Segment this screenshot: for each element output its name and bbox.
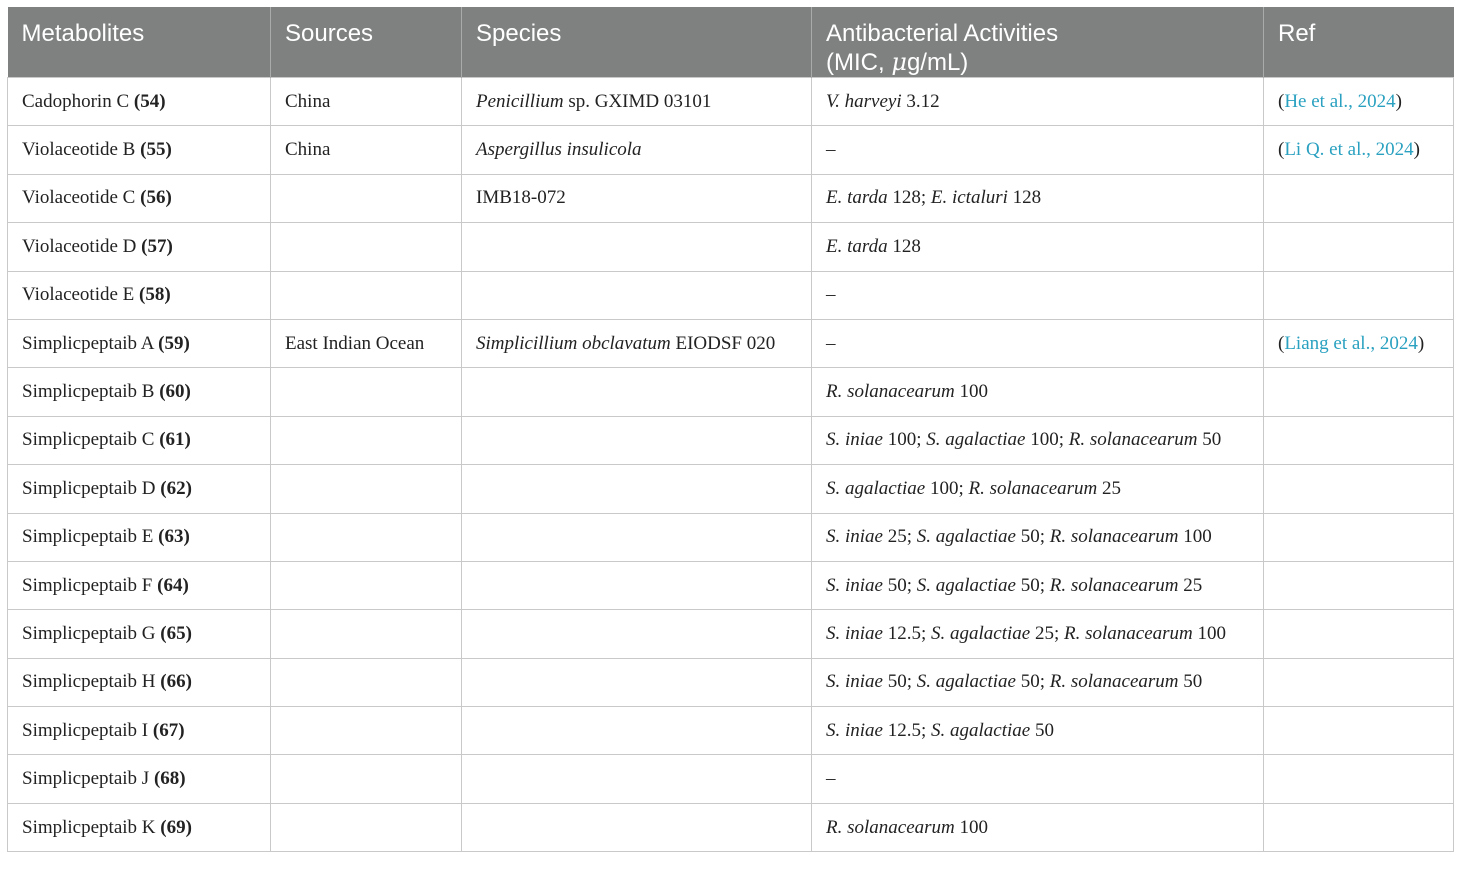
metabolite-cell	[8, 271, 271, 319]
mic-entry	[958, 478, 1121, 499]
source-cell	[271, 78, 462, 126]
activity-dash: –	[826, 284, 836, 306]
table-row	[8, 707, 1454, 755]
ref-cell: (He et al., 2024)	[1264, 78, 1454, 126]
species-cell	[462, 610, 812, 658]
species-cell	[462, 223, 812, 271]
source-cell	[271, 658, 462, 706]
mic-entry	[907, 526, 1040, 547]
species-strain: EIODSF 020	[670, 332, 776, 354]
organism-name: R. solanacearum	[826, 381, 955, 403]
mic-entry	[826, 236, 921, 257]
table-row	[8, 561, 1454, 609]
metabolite-cell	[8, 465, 271, 513]
header-metabolites: Metabolites	[8, 7, 271, 78]
ref-cell	[1264, 707, 1454, 755]
mic-value: 12.5	[887, 622, 921, 644]
metabolite-name: Simplicpeptaib A	[22, 332, 154, 354]
table-body	[8, 78, 1454, 852]
mic-value: 128	[1012, 187, 1042, 209]
metabolite-name: Simplicpeptaib I	[22, 719, 149, 741]
activity-cell	[812, 319, 1264, 367]
mic-value: 50	[1020, 574, 1040, 596]
ref-cell	[1264, 610, 1454, 658]
mic-value: 25	[887, 526, 907, 548]
mic-value: 50	[887, 671, 907, 693]
species-genus: Simplicillium obclavatum	[476, 332, 671, 354]
source-cell	[271, 803, 462, 851]
metabolite-cell	[8, 223, 271, 271]
organism-name: E. tarda	[826, 235, 888, 257]
species-cell	[462, 126, 812, 174]
mic-entry	[826, 817, 988, 838]
compound-number: (65)	[160, 622, 192, 644]
species-strain: sp. GXIMD 03101	[563, 90, 712, 112]
mic-value: 25	[1034, 622, 1054, 644]
metabolite-name: Simplicpeptaib F	[22, 574, 153, 596]
table-row	[8, 513, 1454, 561]
mic-value: 50	[1202, 429, 1222, 451]
header-mic-unit-suffix: g/mL)	[906, 49, 969, 76]
metabolite-name: Cadophorin C	[22, 90, 130, 112]
ref-cell	[1264, 658, 1454, 706]
metabolite-cell	[8, 174, 271, 222]
metabolite-name: Simplicpeptaib K	[22, 816, 156, 838]
species-cell	[462, 561, 812, 609]
table-row	[8, 465, 1454, 513]
organism-name: S. agalactiae	[931, 719, 1031, 741]
metabolite-cell	[8, 707, 271, 755]
table-row	[8, 174, 1454, 222]
species-cell	[462, 803, 812, 851]
species-cell	[462, 319, 812, 367]
metabolite-name: Simplicpeptaib B	[22, 381, 155, 403]
table-row	[8, 126, 1454, 174]
metabolite-name: Simplicpeptaib J	[22, 768, 150, 790]
mic-entry	[826, 91, 940, 112]
header-mic-unit	[826, 49, 968, 76]
species-genus: Aspergillus insulicola	[476, 139, 642, 161]
mic-entry	[907, 671, 1040, 692]
metabolite-name: Violaceotide B	[22, 139, 136, 161]
metabolite-cell	[8, 658, 271, 706]
table-row	[8, 610, 1454, 658]
organism-name: S. agalactiae	[826, 477, 926, 499]
compound-number: (60)	[159, 381, 191, 403]
metabolite-cell	[8, 513, 271, 561]
mic-entry	[1059, 429, 1222, 450]
organism-name: E. ictaluri	[930, 187, 1008, 209]
organism-name: S. agalactiae	[931, 622, 1031, 644]
ref-cell: (Li Q. et al., 2024)	[1264, 126, 1454, 174]
source-text: China	[285, 90, 331, 112]
source-cell	[271, 416, 462, 464]
metabolite-cell	[8, 416, 271, 464]
activity-cell	[812, 223, 1264, 271]
mic-entry	[826, 575, 907, 596]
header-mic-unit-mu: μ	[891, 48, 907, 76]
mic-value: 3.12	[906, 90, 940, 112]
source-cell	[271, 319, 462, 367]
metabolite-cell	[8, 126, 271, 174]
mic-entry	[907, 575, 1040, 596]
activity-dash: –	[826, 139, 836, 161]
header-mic-unit-prefix: (MIC,	[826, 49, 892, 76]
source-cell	[271, 271, 462, 319]
species-cell	[462, 78, 812, 126]
activity-cell	[812, 368, 1264, 416]
mic-entry	[1054, 623, 1226, 644]
source-cell	[271, 513, 462, 561]
reference-link[interactable]: Li Q. et al., 2024	[1284, 139, 1414, 161]
header-antibacterial-activities	[812, 7, 1264, 78]
metabolite-cell	[8, 803, 271, 851]
organism-name: S. agalactiae	[916, 671, 1016, 693]
metabolites-table	[7, 7, 1454, 852]
mic-entry	[916, 429, 1058, 450]
mic-entry	[826, 381, 988, 402]
ref-cell	[1264, 465, 1454, 513]
organism-name: R. solanacearum	[1068, 429, 1198, 451]
species-cell	[462, 271, 812, 319]
header-activities-label: Antibacterial Activities	[826, 20, 1059, 47]
species-cell	[462, 174, 812, 222]
mic-value: 100	[959, 381, 989, 403]
ref-cell	[1264, 561, 1454, 609]
compound-number: (54)	[133, 90, 166, 112]
ref-cell	[1264, 223, 1454, 271]
metabolite-cell	[8, 319, 271, 367]
organism-name: R. solanacearum	[968, 477, 1098, 499]
activity-dash: –	[826, 332, 836, 354]
table-row	[8, 416, 1454, 464]
compound-number: (63)	[158, 526, 190, 548]
organism-name: V. harveyi	[826, 90, 902, 112]
species-cell	[462, 368, 812, 416]
compound-number: (59)	[158, 332, 190, 354]
species-cell	[462, 755, 812, 803]
organism-name: R. solanacearum	[1064, 622, 1193, 644]
mic-entry	[826, 671, 907, 692]
source-cell	[271, 368, 462, 416]
source-text: China	[285, 139, 331, 161]
metabolite-name: Simplicpeptaib H	[22, 671, 156, 693]
source-cell	[271, 707, 462, 755]
table-row	[8, 803, 1454, 851]
activity-cell	[812, 513, 1264, 561]
metabolite-name: Simplicpeptaib C	[22, 429, 155, 451]
source-cell	[271, 223, 462, 271]
mic-entry	[921, 187, 1041, 208]
organism-name: R. solanacearum	[1049, 526, 1179, 548]
header-species: Species	[462, 7, 812, 78]
species-cell	[462, 416, 812, 464]
header-sources: Sources	[271, 7, 462, 78]
activity-cell	[812, 126, 1264, 174]
mic-value: 50	[887, 574, 907, 596]
metabolite-name: Violaceotide D	[22, 235, 137, 257]
mic-entry	[921, 720, 1054, 741]
mic-entry	[826, 429, 916, 450]
source-cell	[271, 465, 462, 513]
header-row	[8, 7, 1454, 78]
organism-name: R. solanacearum	[826, 816, 955, 838]
species-cell	[462, 513, 812, 561]
organism-name: S. iniae	[826, 671, 883, 693]
activity-cell	[812, 416, 1264, 464]
mic-value: 100	[1030, 429, 1059, 451]
compound-number: (68)	[153, 768, 186, 790]
metabolite-name: Simplicpeptaib G	[22, 622, 156, 644]
table-row	[8, 755, 1454, 803]
table-row	[8, 78, 1454, 126]
compound-number: (64)	[157, 574, 189, 596]
mic-value: 50	[1020, 526, 1040, 548]
ref-cell	[1264, 271, 1454, 319]
ref-cell	[1264, 803, 1454, 851]
metabolite-cell	[8, 610, 271, 658]
table-row	[8, 319, 1454, 367]
activity-cell	[812, 561, 1264, 609]
mic-value: 100	[959, 816, 989, 838]
source-cell	[271, 174, 462, 222]
source-cell	[271, 561, 462, 609]
compound-number: (62)	[160, 477, 192, 499]
organism-name: R. solanacearum	[1049, 671, 1179, 693]
species-cell	[462, 658, 812, 706]
reference-link[interactable]: Liang et al., 2024	[1284, 332, 1418, 354]
reference-link[interactable]: He et al., 2024	[1284, 90, 1396, 112]
species-genus: Penicillium	[476, 90, 564, 112]
table-row	[8, 271, 1454, 319]
organism-name: S. iniae	[826, 574, 883, 596]
metabolite-name: Simplicpeptaib E	[22, 526, 154, 548]
compound-number: (66)	[160, 671, 192, 693]
activity-dash: –	[826, 768, 836, 790]
ref-cell	[1264, 368, 1454, 416]
activity-cell	[812, 755, 1264, 803]
mic-entry	[921, 623, 1054, 644]
metabolite-cell	[8, 368, 271, 416]
ref-cell	[1264, 416, 1454, 464]
ref-cell	[1264, 755, 1454, 803]
activity-cell	[812, 174, 1264, 222]
compound-number: (55)	[140, 139, 172, 161]
mic-value: 128	[892, 235, 921, 257]
compound-number: (56)	[140, 187, 172, 209]
source-cell	[271, 755, 462, 803]
organism-name: S. iniae	[826, 719, 883, 741]
ref-cell: (Liang et al., 2024)	[1264, 319, 1454, 367]
metabolite-cell	[8, 78, 271, 126]
mic-entry	[1040, 575, 1203, 596]
compound-number: (57)	[141, 235, 173, 257]
metabolite-name: Simplicpeptaib D	[22, 477, 156, 499]
table-row	[8, 223, 1454, 271]
mic-value: 100	[1197, 622, 1227, 644]
table-row	[8, 368, 1454, 416]
source-cell	[271, 126, 462, 174]
table-row	[8, 658, 1454, 706]
organism-name: E. tarda	[826, 187, 888, 209]
compound-number: (61)	[159, 429, 191, 451]
activity-cell	[812, 803, 1264, 851]
mic-entry	[826, 720, 921, 741]
activity-cell	[812, 465, 1264, 513]
metabolite-name: Violaceotide E	[22, 284, 135, 306]
mic-entry	[826, 187, 921, 208]
mic-entry	[1040, 526, 1212, 547]
metabolite-cell	[8, 755, 271, 803]
mic-value: 50	[1020, 671, 1040, 693]
activity-cell	[812, 658, 1264, 706]
source-text: East Indian Ocean	[285, 332, 425, 354]
source-cell	[271, 610, 462, 658]
mic-value: 128	[892, 187, 921, 209]
species-cell	[462, 707, 812, 755]
organism-name: S. agalactiae	[926, 429, 1026, 451]
ref-cell	[1264, 513, 1454, 561]
mic-value: 25	[1102, 477, 1121, 499]
organism-name: S. agalactiae	[916, 526, 1016, 548]
activity-cell	[812, 610, 1264, 658]
mic-value: 12.5	[887, 719, 921, 741]
mic-value: 100	[1183, 526, 1212, 548]
species-strain: IMB18-072	[476, 187, 566, 209]
metabolite-name: Violaceotide C	[22, 187, 136, 209]
compound-number: (58)	[139, 284, 171, 306]
mic-entry	[826, 623, 921, 644]
metabolite-cell	[8, 561, 271, 609]
mic-entry	[1040, 671, 1203, 692]
organism-name: S. iniae	[826, 622, 883, 644]
header-ref: Ref	[1264, 7, 1454, 78]
ref-cell	[1264, 174, 1454, 222]
organism-name: S. iniae	[826, 429, 883, 451]
activity-cell	[812, 707, 1264, 755]
mic-value: 50	[1034, 719, 1054, 741]
mic-value: 25	[1183, 574, 1203, 596]
organism-name: S. iniae	[826, 526, 883, 548]
species-cell	[462, 465, 812, 513]
compound-number: (67)	[152, 719, 185, 741]
mic-value: 100	[887, 429, 917, 451]
activity-cell	[812, 271, 1264, 319]
mic-entry	[826, 526, 907, 547]
mic-value: 100	[929, 477, 959, 499]
mic-entry	[826, 478, 958, 499]
organism-name: R. solanacearum	[1049, 574, 1179, 596]
organism-name: S. agalactiae	[916, 574, 1016, 596]
mic-value: 50	[1183, 671, 1203, 693]
activity-cell	[812, 78, 1264, 126]
compound-number: (69)	[160, 816, 192, 838]
